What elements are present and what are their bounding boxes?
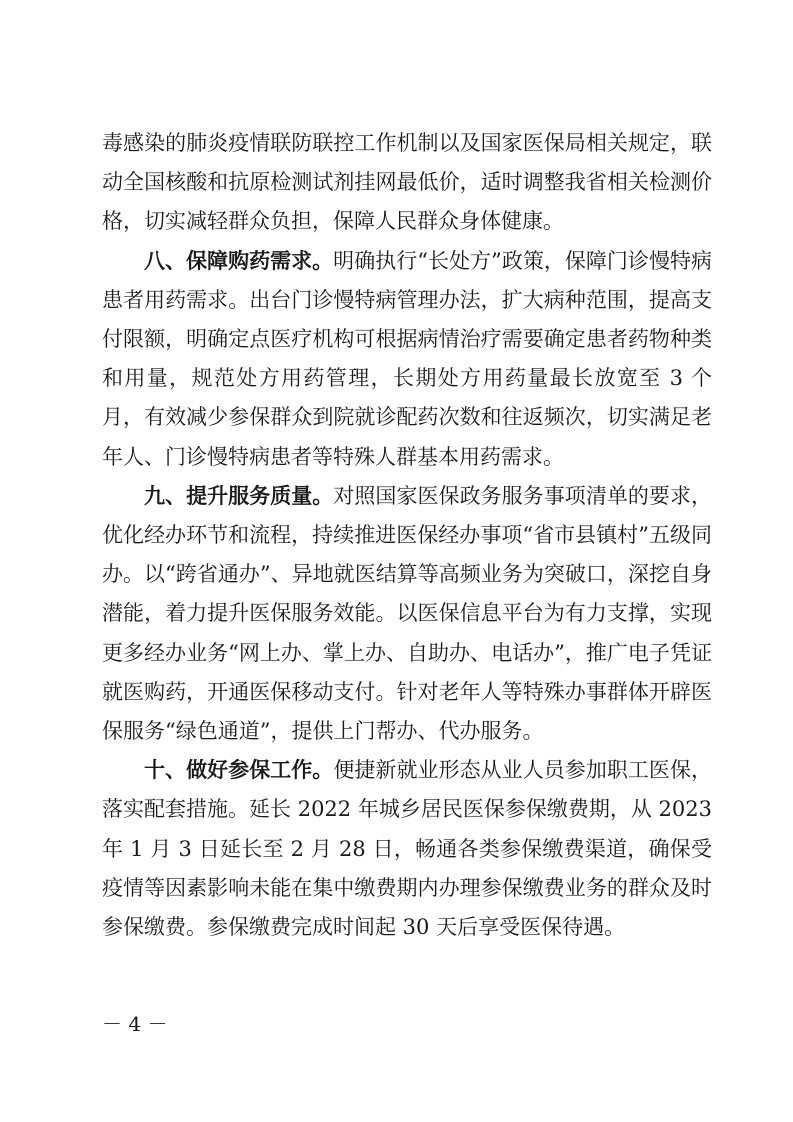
section-heading: 八、保障购药需求。 xyxy=(144,248,334,273)
document-body xyxy=(102,124,712,947)
paragraph-text: 便捷新就业形态从业人员参加职工医保，落实配套措施。延长 2022 年城乡居民医保参保缴费期，从 2023 年 1 月 3 日延长至 2 月 28 日，畅通各类参保缴费渠道，确保受疫情等因素影响未能在集中缴费期内办理参保缴费业务的群众及时参保缴费。参保缴费完成时间起 30 天后享受医保待遇。 xyxy=(102,758,713,940)
paragraph-text: 毒感染的肺炎疫情联防联控工作机制以及国家医保局相关规定，联动全国核酸和抗原检测试剂挂网最低价，适时调整我省相关检测价格，切实减轻群众负担，保障人民群众身体健康。 xyxy=(102,131,712,234)
paragraph-continuation xyxy=(102,124,712,242)
page-number: － 4 － xyxy=(102,1012,168,1036)
section-heading: 十、做好参保工作。 xyxy=(144,758,334,783)
paragraph-section-8 xyxy=(102,242,712,477)
paragraph-section-10 xyxy=(102,751,712,947)
paragraph-section-9 xyxy=(102,477,712,751)
section-heading: 九、提升服务质量。 xyxy=(144,483,334,508)
paragraph-text: 对照国家医保政务服务事项清单的要求，优化经办环节和流程，持续推进医保经办事项“省市县镇村”五级同办。以“跨省通办”、异地就医结算等高频业务为突破口，深挖自身潜能，着力提升医保服务效能。以医保信息平台为有力支撑，实现更多经办业务“网上办、掌上办、自助办、电话办”，推广电子凭证就医购药，开通医保移动支付。针对老年人等特殊办事群体开辟医保服务“绿色通道”，提供上门帮办、代办服务。 xyxy=(102,483,713,744)
paragraph-text: 明确执行“长处方”政策，保障门诊慢特病患者用药需求。出台门诊慢特病管理办法，扩大病种范围，提高支付限额，明确定点医疗机构可根据病情治疗需要确定患者药物种类和用量，规范处方用药管理，长期处方用药量最长放宽至 3 个月，有效减少参保群众到院就诊配药次数和往返频次，切实满足老年人、门诊慢特病患者等特殊人群基本用药需求。 xyxy=(102,248,712,469)
